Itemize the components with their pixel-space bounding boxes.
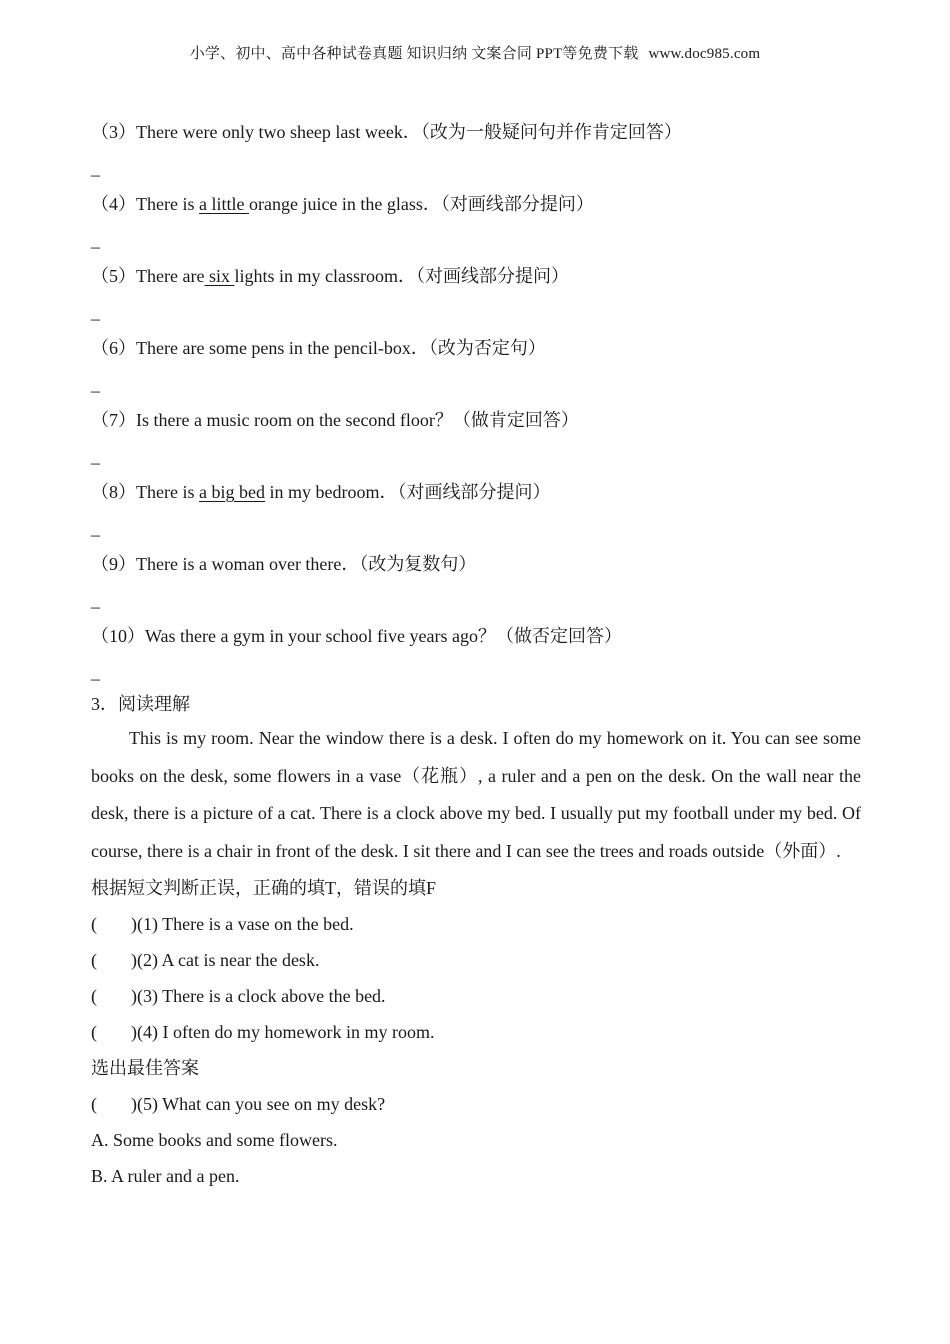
mc-question-text: )(5) What can you see on my desk? — [131, 1094, 386, 1114]
question-number: （9） — [91, 554, 136, 574]
answer-blank[interactable]: _ — [91, 590, 100, 610]
question-text: There are some pens in the pencil-box． — [136, 338, 429, 358]
question-text: There is a woman over there． — [136, 554, 360, 574]
tf-item-1 — [91, 906, 861, 942]
tf-item-2 — [91, 942, 861, 978]
question-number: （6） — [91, 338, 136, 358]
question-text: There is — [136, 482, 199, 502]
answer-blank[interactable]: _ — [91, 158, 100, 178]
answer-blank[interactable]: _ — [91, 302, 100, 322]
tf-item-text: )(3) There is a clock above the bed. — [131, 986, 386, 1006]
tf-item-text: )(2) A cat is near the desk. — [131, 950, 320, 970]
worksheet-content — [91, 118, 861, 1194]
question-5 — [91, 262, 861, 290]
question-number: （7） — [91, 410, 136, 430]
question-instruction: （对画线部分提问） — [440, 194, 594, 214]
question-text: There is — [136, 194, 199, 214]
tf-item-text: )(1) There is a vase on the bed. — [131, 914, 354, 934]
question-text-tail: lights in my classroom． — [234, 266, 416, 286]
question-8 — [91, 478, 861, 506]
answer-paren-open: ( — [91, 986, 97, 1006]
question-instruction: （对画线部分提问） — [397, 482, 551, 502]
question-text: There are — [136, 266, 205, 286]
underlined-phrase: six — [204, 266, 235, 286]
question-instruction: （做否定回答） — [495, 626, 622, 646]
answer-paren-open: ( — [91, 1022, 97, 1042]
question-text: Was there a gym in your school five years ago？ — [145, 626, 496, 646]
page-header — [0, 42, 950, 63]
underlined-phrase: a big bed — [198, 482, 265, 502]
answer-blank[interactable]: _ — [91, 374, 100, 394]
answer-blank[interactable]: _ — [91, 662, 100, 682]
header-title: 小学、初中、高中各种试卷真题 知识归纳 文案合同 PPT等免费下载 — [189, 46, 639, 62]
question-9 — [91, 550, 861, 578]
answer-blank[interactable]: _ — [91, 230, 100, 250]
answer-paren-open: ( — [91, 914, 97, 934]
section-title: 3．阅读理解 — [91, 694, 190, 714]
question-number: （8） — [91, 482, 136, 502]
reading-passage: This is my room. Near the window there is a desk. I often do my homework on it. You can see some books on the desk, some flowers in a vase（花瓶）, a ruler and a pen on the desk. On the wall near the desk, there is a picture of a cat. There is a clock above my bed. I usually put my football under my bed. Of course, there is a chair in front of the desk. I sit there and I can see the trees and roads outside（外面）. — [91, 728, 861, 861]
answer-paren-open: ( — [91, 1094, 97, 1114]
tf-item-3 — [91, 978, 861, 1014]
answer-blank[interactable]: _ — [91, 518, 100, 538]
question-instruction: （改为否定句） — [428, 338, 546, 358]
question-number: （3） — [91, 122, 136, 142]
question-10 — [91, 622, 861, 650]
tf-item-text: )(4) I often do my homework in my room. — [131, 1022, 435, 1042]
question-number: （5） — [91, 266, 136, 286]
question-instruction: （做肯定回答） — [452, 410, 579, 430]
question-text: Is there a music room on the second floor？ — [136, 410, 453, 430]
question-number: （4） — [91, 194, 136, 214]
answer-blank[interactable]: _ — [91, 446, 100, 466]
mc-option-b: B. A ruler and a pen. — [91, 1166, 240, 1186]
header-url: www.doc985.com — [648, 46, 761, 62]
mc-question-5 — [91, 1086, 861, 1122]
mc-instruction: 选出最佳答案 — [91, 1058, 199, 1078]
answer-paren-open: ( — [91, 950, 97, 970]
question-3 — [91, 118, 861, 146]
mc-option-a: A. Some books and some flowers. — [91, 1130, 338, 1150]
question-text-tail: in my bedroom． — [264, 482, 398, 502]
question-7 — [91, 406, 861, 434]
question-text-tail: orange juice in the glass． — [248, 194, 441, 214]
question-6 — [91, 334, 861, 362]
question-instruction: （对画线部分提问） — [415, 266, 569, 286]
question-instruction: （改为一般疑问句并作肯定回答） — [420, 122, 682, 142]
question-4 — [91, 190, 861, 218]
question-instruction: （改为复数句） — [359, 554, 477, 574]
underlined-phrase: a little — [198, 194, 249, 214]
tf-item-4 — [91, 1014, 861, 1050]
tf-instruction: 根据短文判断正误，正确的填T，错误的填F — [91, 878, 437, 898]
question-text: There were only two sheep last week． — [136, 122, 421, 142]
question-number: （10） — [91, 626, 145, 646]
